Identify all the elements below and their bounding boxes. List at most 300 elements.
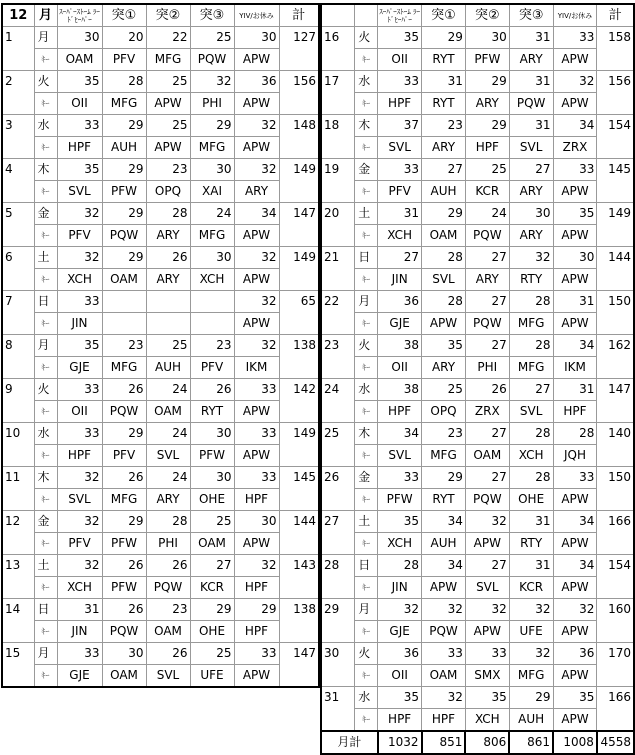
value-cell: 28 (422, 291, 466, 313)
code-cell: PFW (102, 181, 146, 203)
day-of-week: 水 (355, 687, 378, 709)
day-number: 21 (321, 247, 355, 269)
day-of-week: 火 (34, 379, 57, 401)
day-total: 143 (279, 555, 319, 577)
day-number: 30 (321, 643, 355, 665)
value-cell: 33 (57, 423, 102, 445)
day-number: 27 (321, 511, 355, 533)
right-schedule-table (320, 3, 635, 755)
key-label: ｷｰ (355, 313, 378, 335)
day-value-row (2, 247, 319, 269)
day-value-row (2, 599, 319, 621)
code-cell: APW (234, 313, 279, 335)
monthly-total-value: 806 (465, 731, 509, 754)
day-number-blank (321, 533, 355, 555)
value-cell: 31 (509, 71, 553, 93)
day-code-row (321, 93, 634, 115)
value-cell: 24 (190, 203, 234, 225)
code-cell: XCH (57, 577, 102, 599)
value-cell: 34 (553, 555, 597, 577)
value-cell: 26 (146, 555, 190, 577)
yiv-header: YIV/お休み (553, 4, 597, 27)
code-cell: MFG (509, 313, 553, 335)
value-cell: 33 (378, 71, 422, 93)
day-number: 3 (2, 115, 34, 137)
day-number-blank (2, 49, 34, 71)
day-value-row (2, 555, 319, 577)
day-code-row (2, 93, 319, 115)
value-cell: 31 (509, 511, 553, 533)
day-value-row (2, 423, 319, 445)
value-cell: 33 (234, 467, 279, 489)
day-code-row (321, 181, 634, 203)
day-number-blank (321, 313, 355, 335)
day-total: 166 (597, 687, 634, 709)
value-cell: 35 (57, 159, 102, 181)
value-cell: 23 (146, 599, 190, 621)
code-cell: UFE (509, 621, 553, 643)
day-of-week: 火 (355, 643, 378, 665)
key-label: ｷｰ (355, 357, 378, 379)
code-cell: PFV (190, 357, 234, 379)
day-number-blank (321, 577, 355, 599)
value-cell: 25 (146, 115, 190, 137)
value-cell: 28 (509, 335, 553, 357)
yiv-header: YIV/お休み (234, 4, 279, 27)
header-row (321, 4, 634, 27)
day-value-row (2, 291, 319, 313)
day-number-blank (2, 445, 34, 467)
day-total-blank (597, 577, 634, 599)
day-number: 24 (321, 379, 355, 401)
day-number: 5 (2, 203, 34, 225)
value-cell: 32 (234, 247, 279, 269)
key-label: ｷｰ (355, 401, 378, 423)
monthly-total-label: 月計 (321, 731, 378, 754)
code-cell: APW (234, 49, 279, 71)
key-label: ｷｰ (34, 225, 57, 247)
code-cell: OHE (190, 489, 234, 511)
key-label: ｷｰ (34, 577, 57, 599)
t2-header: 突② (465, 4, 509, 27)
code-cell: OII (57, 401, 102, 423)
day-total: 144 (597, 247, 634, 269)
value-cell: 32 (234, 291, 279, 313)
day-total-blank (597, 533, 634, 555)
code-cell: ARY (422, 137, 466, 159)
value-cell: 31 (509, 27, 553, 49)
day-number: 25 (321, 423, 355, 445)
key-label: ｷｰ (355, 621, 378, 643)
value-cell: 36 (378, 643, 422, 665)
day-value-row (2, 115, 319, 137)
value-cell: 38 (378, 379, 422, 401)
value-cell: 32 (57, 555, 102, 577)
key-label: ｷｰ (355, 709, 378, 732)
day-code-row (2, 621, 319, 643)
day-number-blank (321, 445, 355, 467)
day-of-week: 土 (355, 203, 378, 225)
value-cell: 33 (378, 467, 422, 489)
day-total-blank (597, 621, 634, 643)
day-value-row (2, 467, 319, 489)
day-value-row (321, 291, 634, 313)
code-cell: MFG (509, 357, 553, 379)
day-total: 150 (597, 467, 634, 489)
code-cell: GJE (378, 621, 422, 643)
day-code-row (321, 709, 634, 732)
value-cell: 33 (465, 643, 509, 665)
day-total: 149 (279, 423, 319, 445)
day-number-blank (321, 225, 355, 247)
value-cell: 28 (509, 467, 553, 489)
day-number: 8 (2, 335, 34, 357)
month-header: 12 (2, 4, 34, 27)
day-number-blank (2, 665, 34, 688)
day-code-row (2, 49, 319, 71)
code-cell: PFV (57, 225, 102, 247)
code-cell: PQW (190, 49, 234, 71)
day-total: 148 (279, 115, 319, 137)
code-cell: RYT (422, 93, 466, 115)
day-of-week: 火 (355, 335, 378, 357)
code-cell: OPQ (146, 181, 190, 203)
value-cell: 28 (422, 247, 466, 269)
value-cell: 26 (465, 379, 509, 401)
day-total-blank (597, 489, 634, 511)
day-number: 26 (321, 467, 355, 489)
day-total: 154 (597, 555, 634, 577)
value-cell: 33 (57, 291, 102, 313)
code-cell: MFG (509, 665, 553, 687)
value-cell: 26 (102, 467, 146, 489)
value-cell: 34 (422, 511, 466, 533)
value-cell: 32 (509, 247, 553, 269)
code-cell: PFV (378, 181, 422, 203)
monthly-grand-total: 4558 (597, 731, 634, 754)
value-cell: 29 (102, 511, 146, 533)
code-cell: ARY (422, 357, 466, 379)
code-cell: PQW (102, 225, 146, 247)
day-number-blank (2, 577, 34, 599)
value-cell: 35 (553, 203, 597, 225)
day-total-blank (597, 137, 634, 159)
code-cell: APW (422, 577, 466, 599)
value-cell: 27 (422, 159, 466, 181)
value-cell: 25 (146, 71, 190, 93)
code-cell: APW (553, 269, 597, 291)
key-label: ｷｰ (34, 269, 57, 291)
day-total-blank (279, 489, 319, 511)
code-cell: OII (378, 357, 422, 379)
day-total-blank (279, 181, 319, 203)
value-cell: 28 (146, 203, 190, 225)
code-cell: MFG (102, 93, 146, 115)
dow-header: 月 (34, 4, 57, 27)
t3-header: 突③ (190, 4, 234, 27)
day-total: 166 (597, 511, 634, 533)
value-cell: 33 (57, 115, 102, 137)
value-cell: 34 (553, 335, 597, 357)
value-cell: 32 (234, 159, 279, 181)
code-cell: OAM (465, 445, 509, 467)
day-number: 31 (321, 687, 355, 709)
code-cell: SMX (465, 665, 509, 687)
day-total-blank (279, 269, 319, 291)
code-cell: JQH (553, 445, 597, 467)
day-of-week: 土 (34, 247, 57, 269)
value-cell: 31 (553, 291, 597, 313)
day-of-week: 水 (34, 115, 57, 137)
day-of-week: 日 (355, 555, 378, 577)
day-number: 14 (2, 599, 34, 621)
day-of-week: 水 (34, 423, 57, 445)
value-cell: 34 (234, 203, 279, 225)
code-cell: HPF (553, 401, 597, 423)
value-cell: 27 (509, 379, 553, 401)
day-number: 28 (321, 555, 355, 577)
value-cell: 30 (553, 247, 597, 269)
day-value-row (2, 71, 319, 93)
t1-header: 突① (422, 4, 466, 27)
code-cell: IKM (234, 357, 279, 379)
value-cell (102, 291, 146, 313)
day-number-blank (321, 181, 355, 203)
day-of-week: 月 (34, 27, 57, 49)
day-number-blank (321, 49, 355, 71)
day-total: 144 (279, 511, 319, 533)
day-value-row (321, 159, 634, 181)
value-cell: 35 (465, 687, 509, 709)
code-cell: SVL (465, 577, 509, 599)
value-cell: 31 (422, 71, 466, 93)
dow-header (355, 4, 378, 27)
day-value-row (321, 115, 634, 137)
code-cell: OPQ (422, 401, 466, 423)
day-number: 9 (2, 379, 34, 401)
day-total: 158 (597, 27, 634, 49)
code-cell: OAM (422, 225, 466, 247)
value-cell: 32 (553, 599, 597, 621)
value-cell: 31 (57, 599, 102, 621)
day-code-row (2, 313, 319, 335)
code-cell: PFW (465, 49, 509, 71)
value-cell: 31 (553, 379, 597, 401)
key-label: ｷｰ (355, 445, 378, 467)
value-cell: 35 (378, 27, 422, 49)
key-label: ｷｰ (355, 533, 378, 555)
key-label: ｷｰ (34, 489, 57, 511)
day-total-blank (597, 665, 634, 687)
value-cell: 23 (146, 159, 190, 181)
code-cell: AUH (422, 181, 466, 203)
code-cell: SVL (509, 137, 553, 159)
code-cell: APW (234, 665, 279, 688)
value-cell: 33 (234, 423, 279, 445)
day-number-blank (2, 313, 34, 335)
code-cell: GJE (57, 357, 102, 379)
code-cell: APW (234, 93, 279, 115)
day-code-row (2, 665, 319, 688)
value-cell: 37 (378, 115, 422, 137)
day-total-blank (279, 533, 319, 555)
day-code-row (321, 137, 634, 159)
day-total: 127 (279, 27, 319, 49)
day-number: 7 (2, 291, 34, 313)
code-cell: ARY (234, 181, 279, 203)
day-of-week: 金 (355, 467, 378, 489)
code-cell: ARY (509, 49, 553, 71)
value-cell: 35 (57, 71, 102, 93)
day-value-row (321, 467, 634, 489)
day-code-row (321, 665, 634, 687)
key-label: ｷｰ (355, 269, 378, 291)
code-cell: HPF (465, 137, 509, 159)
day-number-blank (321, 489, 355, 511)
day-total-blank (597, 401, 634, 423)
day-total-blank (597, 225, 634, 247)
code-cell: AUH (422, 533, 466, 555)
day-total-blank (597, 181, 634, 203)
code-cell: APW (553, 93, 597, 115)
value-cell: 25 (422, 379, 466, 401)
day-total-blank (279, 93, 319, 115)
code-cell: APW (553, 313, 597, 335)
key-label: ｷｰ (34, 313, 57, 335)
value-cell: 29 (102, 247, 146, 269)
code-cell: KCR (465, 181, 509, 203)
value-cell: 29 (422, 203, 466, 225)
day-code-row (321, 401, 634, 423)
key-label: ｷｰ (355, 49, 378, 71)
storm-header: ｽｰﾊﾟｰｽﾄｰﾑ ﾗｰﾄﾞﾋｰﾊﾟｰ (57, 4, 102, 27)
code-cell: MFG (422, 445, 466, 467)
t3-header: 突③ (509, 4, 553, 27)
day-total: 140 (597, 423, 634, 445)
value-cell: 29 (509, 687, 553, 709)
day-code-row (321, 533, 634, 555)
code-cell: XCH (509, 445, 553, 467)
day-total-blank (597, 313, 634, 335)
day-of-week: 水 (355, 379, 378, 401)
day-value-row (321, 27, 634, 49)
value-cell: 30 (190, 423, 234, 445)
key-label: ｷｰ (355, 665, 378, 687)
value-cell: 33 (553, 159, 597, 181)
day-number-blank (321, 269, 355, 291)
code-cell: AUH (509, 709, 553, 732)
day-total-blank (279, 445, 319, 467)
day-code-row (2, 401, 319, 423)
key-label: ｷｰ (34, 445, 57, 467)
code-cell: APW (146, 137, 190, 159)
day-total: 149 (279, 247, 319, 269)
code-cell: AUH (146, 357, 190, 379)
value-cell: 32 (553, 71, 597, 93)
code-cell: PFW (102, 577, 146, 599)
day-total: 150 (597, 291, 634, 313)
code-cell: MFG (190, 225, 234, 247)
day-code-row (321, 357, 634, 379)
code-cell: ZRX (465, 401, 509, 423)
code-cell: SVL (146, 445, 190, 467)
code-cell: OII (378, 665, 422, 687)
value-cell: 23 (422, 423, 466, 445)
value-cell: 31 (378, 203, 422, 225)
code-cell: JIN (378, 269, 422, 291)
day-total-blank (597, 445, 634, 467)
day-code-row (2, 533, 319, 555)
day-value-row (321, 555, 634, 577)
value-cell: 32 (465, 511, 509, 533)
code-cell: PQW (509, 93, 553, 115)
day-code-row (2, 269, 319, 291)
day-number: 17 (321, 71, 355, 93)
value-cell: 27 (465, 247, 509, 269)
day-total-blank (597, 357, 634, 379)
value-cell: 34 (422, 555, 466, 577)
day-code-row (321, 621, 634, 643)
day-of-week: 土 (355, 511, 378, 533)
storm-header: ｽｰﾊﾟｰｽﾄｰﾑ ﾗｰﾄﾞﾋｰﾊﾟｰ (378, 4, 422, 27)
value-cell: 35 (422, 335, 466, 357)
value-cell: 30 (190, 247, 234, 269)
day-total: 65 (279, 291, 319, 313)
value-cell: 32 (57, 467, 102, 489)
day-value-row (2, 335, 319, 357)
day-number: 29 (321, 599, 355, 621)
day-value-row (321, 379, 634, 401)
day-code-row (321, 49, 634, 71)
code-cell: APW (553, 665, 597, 687)
day-number-blank (2, 137, 34, 159)
code-cell: GJE (378, 313, 422, 335)
code-cell: HPF (422, 709, 466, 732)
day-number-blank (321, 137, 355, 159)
code-cell: PFW (190, 445, 234, 467)
t2-header: 突② (146, 4, 190, 27)
code-cell: SVL (378, 445, 422, 467)
value-cell: 32 (57, 511, 102, 533)
day-value-row (321, 203, 634, 225)
value-cell: 32 (422, 599, 466, 621)
day-total: 149 (597, 203, 634, 225)
day-total: 160 (597, 599, 634, 621)
day-code-row (2, 181, 319, 203)
code-cell: OAM (146, 621, 190, 643)
day-total: 145 (279, 467, 319, 489)
value-cell: 24 (146, 467, 190, 489)
day-of-week: 火 (355, 27, 378, 49)
value-cell: 23 (102, 335, 146, 357)
value-cell: 38 (378, 335, 422, 357)
day-value-row (321, 423, 634, 445)
code-cell: PHI (146, 533, 190, 555)
value-cell: 29 (190, 115, 234, 137)
day-total: 138 (279, 599, 319, 621)
day-number: 1 (2, 27, 34, 49)
day-value-row (2, 643, 319, 665)
day-number: 13 (2, 555, 34, 577)
day-total: 138 (279, 335, 319, 357)
code-cell: OII (57, 93, 102, 115)
code-cell: APW (553, 533, 597, 555)
day-number: 20 (321, 203, 355, 225)
code-cell: JIN (57, 313, 102, 335)
day-value-row (321, 247, 634, 269)
day-code-row (321, 577, 634, 599)
code-cell: APW (146, 93, 190, 115)
